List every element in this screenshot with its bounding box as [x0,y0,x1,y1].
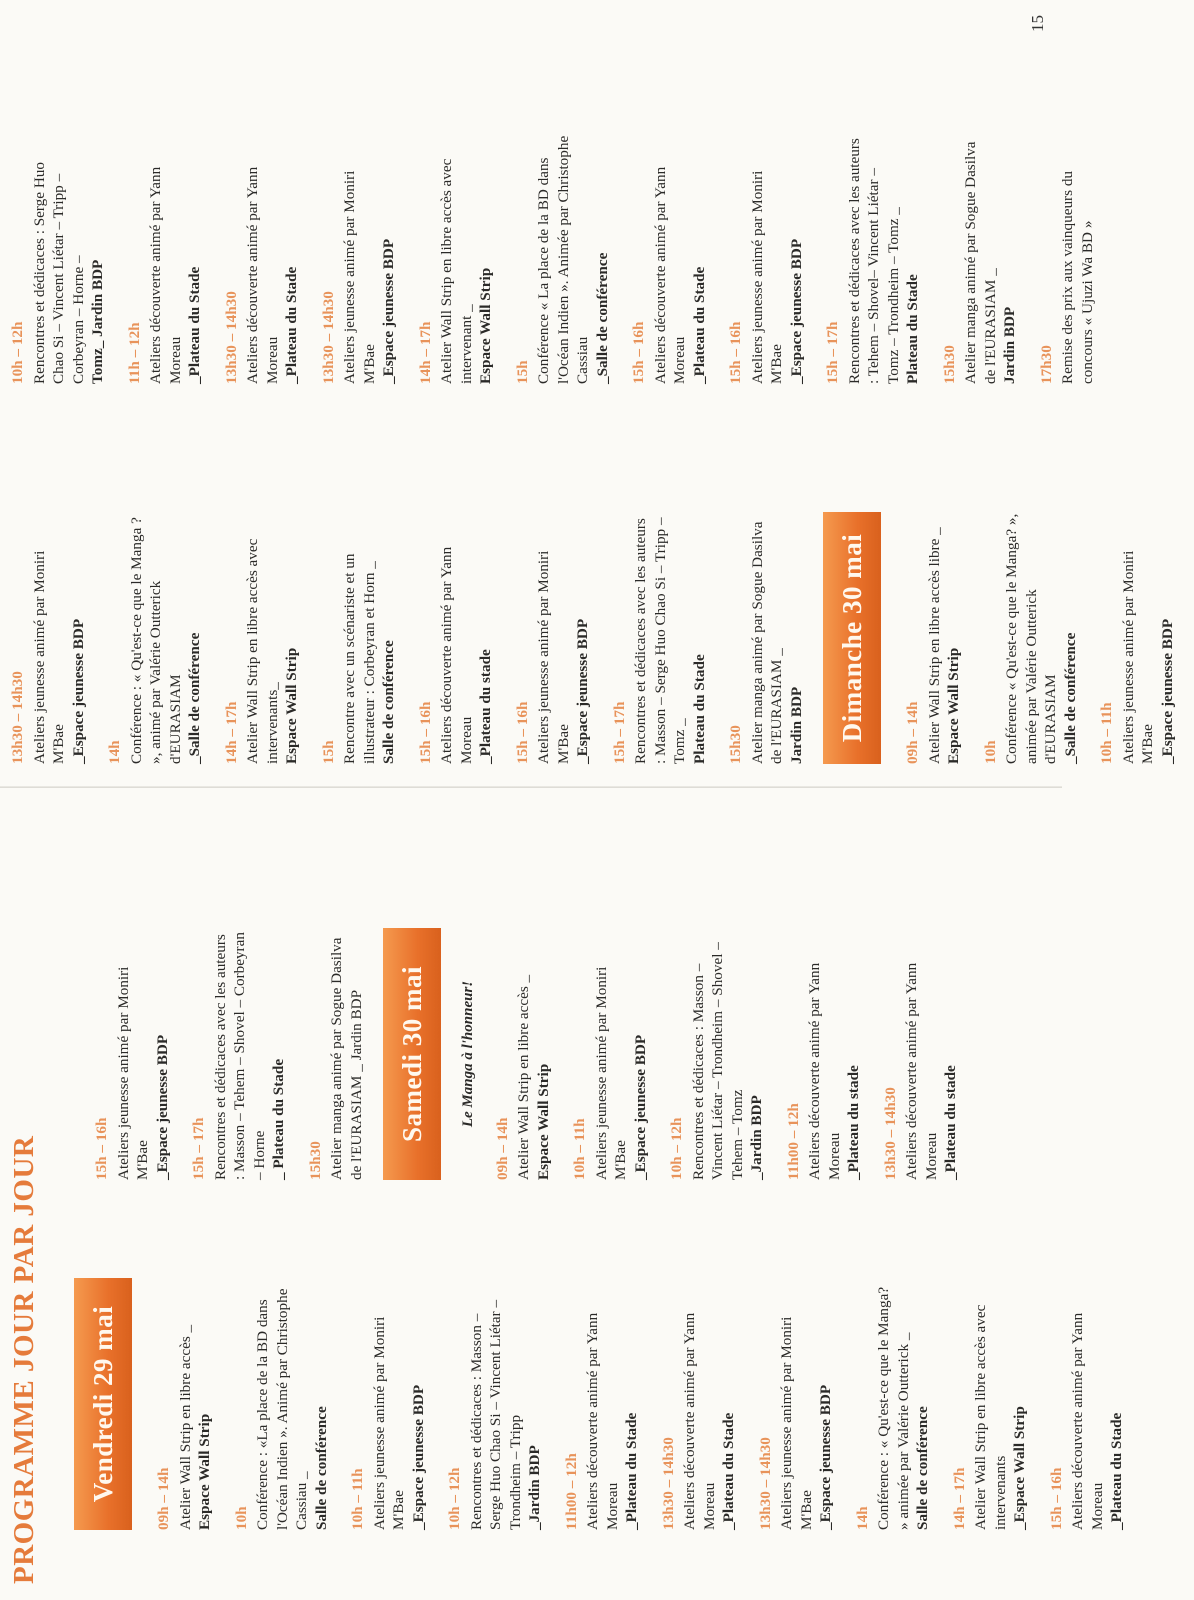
entry-time: 11h00 – 12h [784,1103,802,1180]
column-sunday-continued [8,132,1114,384]
entry-time: 09h – 14h [155,1467,172,1530]
entry-description: Atelier Wall Strip en libre accès avec intervenants_ [244,538,281,764]
entry-time: 13h30 – 14h30 [881,1087,899,1180]
column-saturday [92,928,978,1180]
entry-description: Atelier Wall Strip en libre accès _ [176,1324,194,1530]
entry-time: 15h – 16h [93,1117,110,1180]
schedule-entry [154,1278,215,1530]
entry-description: Rencontres et dédicaces avec les auteurs : Masson – Tehem – Shovel – Corbeyran – Horne [211,932,268,1180]
schedule-entry [416,132,496,384]
entry-description: Ateliers jeunesse animé par Moniri M'Bae [30,550,67,764]
entry-location: Plateau du Stade [904,274,921,384]
entry-description: Ateliers découverte animé par Yann Moreau [681,1312,718,1530]
entry-location: _Plateau du Stade [1108,1412,1125,1530]
entry-time: 14h [853,1506,871,1530]
entry-time: 10h – 12h [668,1117,685,1180]
day-banner-friday: Vendredi 29 mai [74,1278,132,1530]
entry-time: 15h30 [727,725,744,764]
entry-description: Ateliers découverte animé par Yann Moreau [1069,1312,1106,1530]
entry-time: 10h [981,740,999,764]
entry-description: Conférence « La place de la BD dans l'Océan Indien ». Animée par Christophe Cassiau [535,135,591,384]
schedule-entry [784,928,864,1180]
entry-location: _Espace jeunesse BDP [631,1034,649,1180]
schedule-entry [853,1278,933,1530]
schedule-entry [981,512,1081,764]
schedule-entry [513,512,593,764]
entry-description: Ateliers découverte animé par Yann Moreau [806,962,843,1180]
entry-location: _Espace Wall Strip [1011,1406,1028,1530]
entry-time: 14h [106,740,123,764]
entry-description: Atelier manga animé par Sogue Dasilva de l'EURASIAM _ Jardin BDP [328,937,365,1180]
page-number: 15 [1028,15,1047,32]
entry-time: 15h30 [306,1141,324,1180]
entry-time: 10h – 12h [9,321,26,384]
entry-time: 13h30 – 14h30 [319,291,337,384]
entry-time: 13h30 – 14h30 [659,1437,677,1530]
entry-description: Atelier Wall Strip en libre accès _ [515,974,532,1180]
schedule-entry [125,132,205,384]
entry-location: Tomz_ Jardin BDP [89,259,106,384]
entry-time: 15h – 17h [824,321,841,384]
entry-time: 10h – 11h [1098,702,1115,764]
schedule-entry [1037,132,1098,384]
entry-description: Ateliers découverte animé par Yann Moreau [244,166,281,384]
entry-location: Espace Wall Strip [945,647,962,764]
schedule-entry [950,1278,1030,1530]
entry-time: 15h – 16h [727,321,744,384]
entry-description: Atelier Wall Strip en libre accès libre _ [925,527,943,764]
schedule-entry [903,512,964,764]
schedule-entry [319,512,399,764]
entry-description: Ateliers jeunesse animé par Moniri M'Bae [341,170,378,384]
schedule-entry [562,1278,642,1530]
entry-time: 15h [513,360,531,384]
entry-location: _Plateau du stade [477,649,494,764]
entry-location: Salle de conférence [312,1406,330,1530]
entry-time: 13h30 – 14h30 [756,1437,774,1530]
entry-description: Ateliers découverte animé par Yann Moreau [438,546,475,764]
entry-location: Espace Wall Strip [477,267,494,384]
entry-location: _Jardin BDP [526,1445,543,1530]
entry-location: Espace Wall Strip [283,647,300,764]
schedule-entry [232,1278,332,1530]
schedule-entry [222,132,302,384]
entry-location: Salle de conférence [380,640,397,764]
entry-time: 09h – 14h [904,701,921,764]
entry-time: 17h30 [1037,345,1055,384]
entry-location: _Espace jeunesse BDP [380,238,397,384]
entry-description: Ateliers jeunesse animé par Moniri M'Bae [592,966,629,1180]
schedule-entry [8,512,88,764]
entry-description: Ateliers jeunesse animé par Moniri M'Bae [778,1316,815,1530]
entry-description: Atelier Wall Strip en libre accès avec intervenants [972,1304,1009,1530]
entry-time: 15h – 16h [416,701,434,764]
entry-time: 14h – 17h [222,701,240,764]
schedule-entry [513,132,613,384]
entry-location: _Espace jeunesse BDP [1158,618,1176,764]
day-banner-saturday: Samedi 30 mai [383,928,441,1180]
entry-location: _Espace jeunesse BDP [787,238,805,384]
entry-time: 10h [232,1506,250,1530]
entry-time: 10h – 12h [446,1467,463,1530]
entry-time: 14h – 17h [950,1467,968,1530]
schedule-entry [189,928,289,1180]
entry-description: Conférence « Qu'est-ce que le Manga? », animée par Valérie Outterick d'EURASIAM [1003,513,1059,764]
entry-location: Salle de conférence [914,1406,931,1530]
page-title: PROGRAMME JOUR PAR JOUR [8,1135,40,1584]
schedule-entry [1097,512,1177,764]
entry-description: Rencontre avec un scénariste et un illustrateur : Corbeyran et Horn _ [341,553,378,764]
entry-description: Atelier Wall Strip en libre accès avec intervenant _ [438,158,475,384]
column-friday [68,1278,1144,1530]
entry-description: Ateliers découverte animé par Yann Moreau [584,1312,621,1530]
entry-time: 10h – 11h [349,1468,366,1530]
sunday-events-continued [8,132,1097,384]
entry-location: _Espace jeunesse BDP [153,1034,171,1180]
entry-location: Plateau du Stade [690,654,708,764]
saturday-events [493,928,961,1180]
sunday-events [903,512,1177,764]
entry-description: Conférence : «La place de la BD dans l'Océan Indien ». Animé par Christophe Cassiau _ [254,1288,310,1530]
entry-location: _Plateau du stade [942,1065,959,1180]
entry-time: 15h – 17h [610,701,628,764]
entry-time: 13h30 – 14h30 [9,671,26,764]
entry-location: _Plateau du Stade [720,1412,737,1530]
saturday-events-continued [8,512,806,764]
schedule-entry [222,512,302,764]
schedule-entry [610,512,710,764]
entry-location: _Salle de conférence [593,252,611,384]
entry-description: Ateliers jeunesse animé par Moniri M'Bae [748,170,785,384]
entry-location: _Jardin BDP [748,1095,765,1180]
schedule-entry [348,1278,428,1530]
entry-time: 15h – 16h [630,321,647,384]
column-sunday [8,512,1194,764]
entry-description: Ateliers découverte animé par Yann Moreau [651,166,688,384]
entry-description: Ateliers jeunesse animé par Moniri M'Bae [1119,550,1156,764]
entry-description: Rencontres et dédicaces : Serge Huo Chao Si – Vincent Liétar – Tripp – Corbeyran – Horne – [30,162,87,384]
entry-location: _Plateau du Stade [283,266,300,384]
page-fold [0,786,1062,788]
entry-location: _Plateau du stade [845,1065,862,1180]
entry-time: 10h – 11h [571,1118,588,1180]
entry-time: 11h00 – 12h [562,1453,580,1530]
entry-description: Ateliers découverte animé par Yann Moreau [147,166,184,384]
schedule-entry [659,1278,739,1530]
entry-time: 14h – 17h [416,321,434,384]
schedule-entry [940,132,1020,384]
entry-time: 09h – 14h [493,1117,511,1180]
entry-location: _Espace jeunesse BDP [409,1384,427,1530]
schedule-entry [319,132,399,384]
entry-location: _Plateau du Stade [623,1412,640,1530]
entry-time: 13h30 – 14h30 [222,291,240,384]
entry-location: Jardin BDP [787,686,805,764]
schedule-entry [416,512,496,764]
entry-time: 15h – 16h [513,701,531,764]
entry-time: 15h – 16h [1047,1467,1065,1530]
schedule-entry [667,928,767,1180]
entry-description: Rencontres et dédicaces avec les auteurs : Masson – Serge Huo Chao Si – Tripp – Tomz _ [632,517,688,764]
entry-description: Rencontres et dédicaces : Masson – Serge Huo Chao Si – Vincent Liétar – Trondheim – Tripp [467,1299,524,1530]
entry-description: Remise des prix aux vainqueurs du concours « Ujuzi Wa BD » [1059,170,1096,384]
entry-description: Conférence : « Qu'est-ce que le Manga? » animée par Valérie Outterick _ [875,1286,912,1530]
schedule-entry [445,1278,545,1530]
entry-description: Atelier manga animé par Sogue Dasilva de l'EURASIAM _ [962,141,999,384]
schedule-entry [726,512,806,764]
schedule-entry [8,132,108,384]
entry-location: _Salle de conférence [1061,632,1079,764]
entry-location: _Espace jeunesse BDP [69,618,87,764]
entry-location: _Espace jeunesse BDP [817,1384,834,1530]
entry-location: _Plateau du Stade [186,266,203,384]
entry-description: Ateliers découverte animé par Yann Moreau [903,962,940,1180]
entry-time: 15h30 [940,345,958,384]
entry-location: _ Plateau du Stade [270,1058,287,1180]
entry-description: Ateliers jeunesse animé par Moniri M'Bae [370,1316,407,1530]
schedule-entry [756,1278,836,1530]
day-banner-sunday: Dimanche 30 mai [823,512,881,764]
schedule-entry [570,928,650,1180]
entry-time: 11h – 12h [125,322,143,384]
schedule-entry [306,928,367,1180]
schedule-entry [105,512,205,764]
entry-location: _Espace jeunesse BDP [574,618,591,764]
entry-description: Rencontres et dédicaces avec les auteurs : Tehem – Shovel– Vincent Liétar – Tomz – Trondheim – Tomz _ [845,138,902,384]
saturday-theme: Le Manga à l'honneur! [460,980,476,1128]
entry-location: _Plateau du Stade [690,266,708,384]
schedule-entry [823,132,923,384]
schedule-entry [1047,1278,1127,1530]
friday-events [154,1278,1127,1530]
entry-time: 15h – 17h [190,1117,207,1180]
entry-location: Espace Wall Strip [534,1063,552,1180]
entry-description: Rencontres et dédicaces : Masson – Vincent Liétar – Trondheim – Shovel – Tehem – Tomz [689,942,746,1180]
schedule-entry [92,928,172,1180]
entry-description: Atelier manga animé par Sogue Dasilva de l'EURASIAM _ [748,521,785,764]
schedule-entry [493,928,554,1180]
entry-location: _Salle de conférence [186,632,203,764]
schedule-entry [881,928,961,1180]
entry-description: Ateliers jeunesse animé par Moniri M'Bae [535,550,572,764]
friday-events-continued [92,928,366,1180]
entry-description: Ateliers jeunesse animé par Moniri M'Bae [114,966,151,1180]
schedule-entry [629,132,709,384]
entry-description: Conférence : « Qu'est-ce que le Manga ? », animé par Valérie Outterick d'EURASIAM [127,517,184,764]
entry-location: Espace Wall Strip [196,1413,213,1530]
entry-time: 15h [319,740,337,764]
entry-location: Jardin BDP [1001,306,1018,384]
schedule-entry [726,132,806,384]
